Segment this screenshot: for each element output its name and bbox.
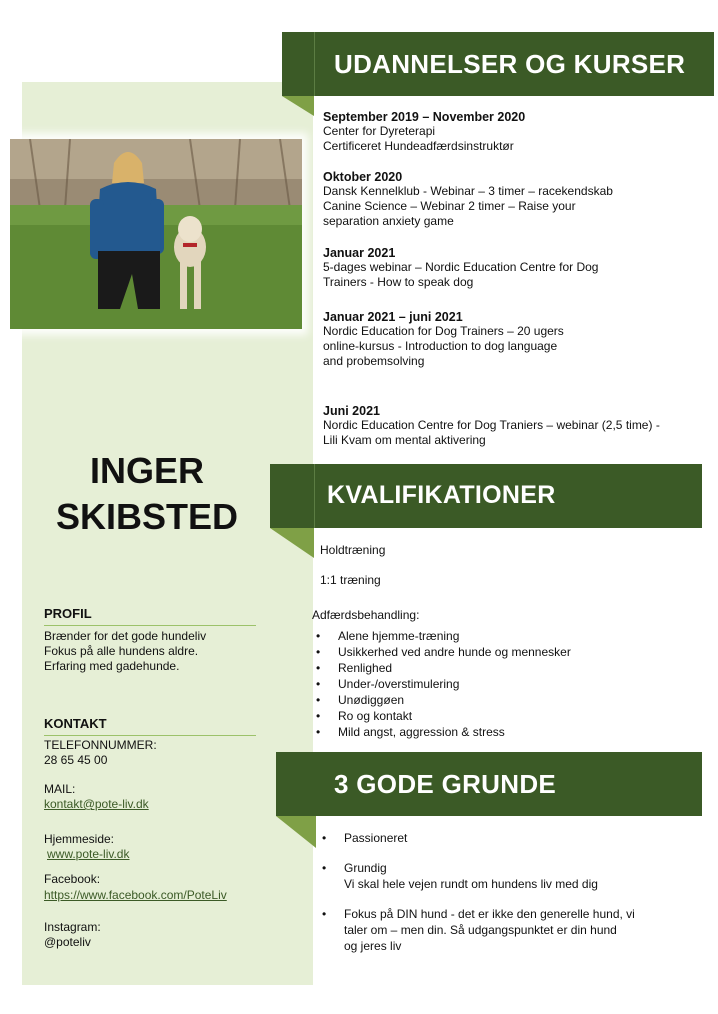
list-item: • Under-/overstimulering xyxy=(312,676,672,692)
facebook-link[interactable]: https://www.facebook.com/PoteLiv xyxy=(44,888,227,902)
entry-line: and probemsolving xyxy=(323,354,425,368)
name-first: INGER xyxy=(89,450,204,491)
profile-heading: PROFIL xyxy=(44,606,92,621)
entry-line: Nordic Education Centre for Dog Traniers – webinar (2,5 time) - xyxy=(323,418,660,432)
instagram-handle: @poteliv xyxy=(44,935,91,949)
list-item xyxy=(318,860,678,892)
list-item: • Unødiggøen xyxy=(312,692,672,708)
reason-line: • Passioneret xyxy=(344,831,408,845)
entry-date: Januar 2021 xyxy=(323,246,396,260)
reason-line: og jeres liv xyxy=(344,939,402,953)
website-label: Hjemmeside: xyxy=(44,832,115,846)
profile-divider xyxy=(44,625,256,626)
profile-line: Fokus på alle hundens aldre. xyxy=(44,644,199,658)
entry-line: Canine Science – Webinar 2 timer – Raise your xyxy=(323,199,576,213)
name-heading xyxy=(22,448,272,540)
banner-divider xyxy=(314,32,315,96)
entry-line: Lili Kvam om mental aktivering xyxy=(323,433,486,447)
profile-text xyxy=(44,629,206,674)
profile-photo xyxy=(10,139,302,329)
education-banner xyxy=(282,32,714,96)
entry-line: separation anxiety game xyxy=(323,214,454,228)
entry-line: Trainers - How to speak dog xyxy=(323,275,474,289)
entry-date: Oktober 2020 xyxy=(323,170,403,184)
website-link[interactable]: www.pote-liv.dk xyxy=(47,847,130,861)
mail-link[interactable]: kontakt@pote-liv.dk xyxy=(44,797,149,811)
entry-date: Juni 2021 xyxy=(323,404,380,418)
reasons-fold xyxy=(276,816,316,848)
qualifications-fold xyxy=(270,528,314,558)
list-item: • Alene hjemme-træning xyxy=(312,628,672,644)
reason-line: taler om – men din. Så udgangspunktet er din hund xyxy=(344,923,617,937)
qualifications-banner xyxy=(270,464,702,528)
list-item: • Usikkerhed ved andre hunde og mennesker xyxy=(312,644,672,660)
profile-line: Brænder for det gode hundeliv xyxy=(44,629,207,643)
education-entry xyxy=(323,310,564,369)
contact-heading: KONTAKT xyxy=(44,716,107,731)
behaviour-list xyxy=(312,628,672,740)
mail-label: MAIL: xyxy=(44,782,76,796)
list-item xyxy=(318,906,678,954)
phone-label: TELEFONNUMMER: xyxy=(44,738,157,752)
list-item xyxy=(318,830,678,846)
reasons-title: 3 GODE GRUNDE xyxy=(334,769,557,799)
instagram-label: Instagram: xyxy=(44,920,101,934)
list-item: • Mild angst, aggression & stress xyxy=(312,724,672,740)
reason-line: Vi skal hele vejen rundt om hundens liv med dig xyxy=(344,877,598,891)
qualification-item: Holdtræning xyxy=(320,543,386,557)
education-fold xyxy=(282,96,314,116)
education-entry xyxy=(323,246,598,290)
entry-line: Nordic Education for Dog Trainers – 20 ugers xyxy=(323,324,564,338)
list-item: • Ro og kontakt xyxy=(312,708,672,724)
phone-number: 28 65 45 00 xyxy=(44,753,108,767)
reasons-list xyxy=(318,830,678,954)
education-entry xyxy=(323,170,613,229)
education-entry xyxy=(323,110,525,154)
qualifications-title: KVALIFIKATIONER xyxy=(327,481,556,509)
entry-date: Januar 2021 – juni 2021 xyxy=(323,310,463,324)
reason-line: • Grundig xyxy=(344,861,387,875)
facebook-label: Facebook: xyxy=(44,872,101,886)
list-item: • Renlighed xyxy=(312,660,672,676)
contact-divider xyxy=(44,735,256,736)
qualification-item: 1:1 træning xyxy=(320,573,381,587)
entry-line: online-kursus - Introduction to dog language xyxy=(323,339,558,353)
profile-line: Erfaring med gadehunde. xyxy=(44,659,180,673)
photo-illustration xyxy=(10,139,302,329)
reasons-banner xyxy=(276,752,702,816)
banner-divider xyxy=(314,464,315,528)
entry-line: Certificeret Hundeadfærdsinstruktør xyxy=(323,139,514,153)
entry-line: 5-dages webinar – Nordic Education Centre for Dog xyxy=(323,260,599,274)
entry-line: Center for Dyreterapi xyxy=(323,124,436,138)
behaviour-label: Adfærdsbehandling: xyxy=(312,608,420,622)
education-entry xyxy=(323,404,660,448)
name-last: SKIBSTED xyxy=(55,496,239,537)
reason-line: • Fokus på DIN hund - det er ikke den generelle hund, vi xyxy=(344,907,635,921)
entry-line: Dansk Kennelklub - Webinar – 3 timer – racekendskab xyxy=(323,184,613,198)
entry-date: September 2019 – November 2020 xyxy=(323,110,526,124)
education-title: UDANNELSER OG KURSER xyxy=(334,49,686,79)
